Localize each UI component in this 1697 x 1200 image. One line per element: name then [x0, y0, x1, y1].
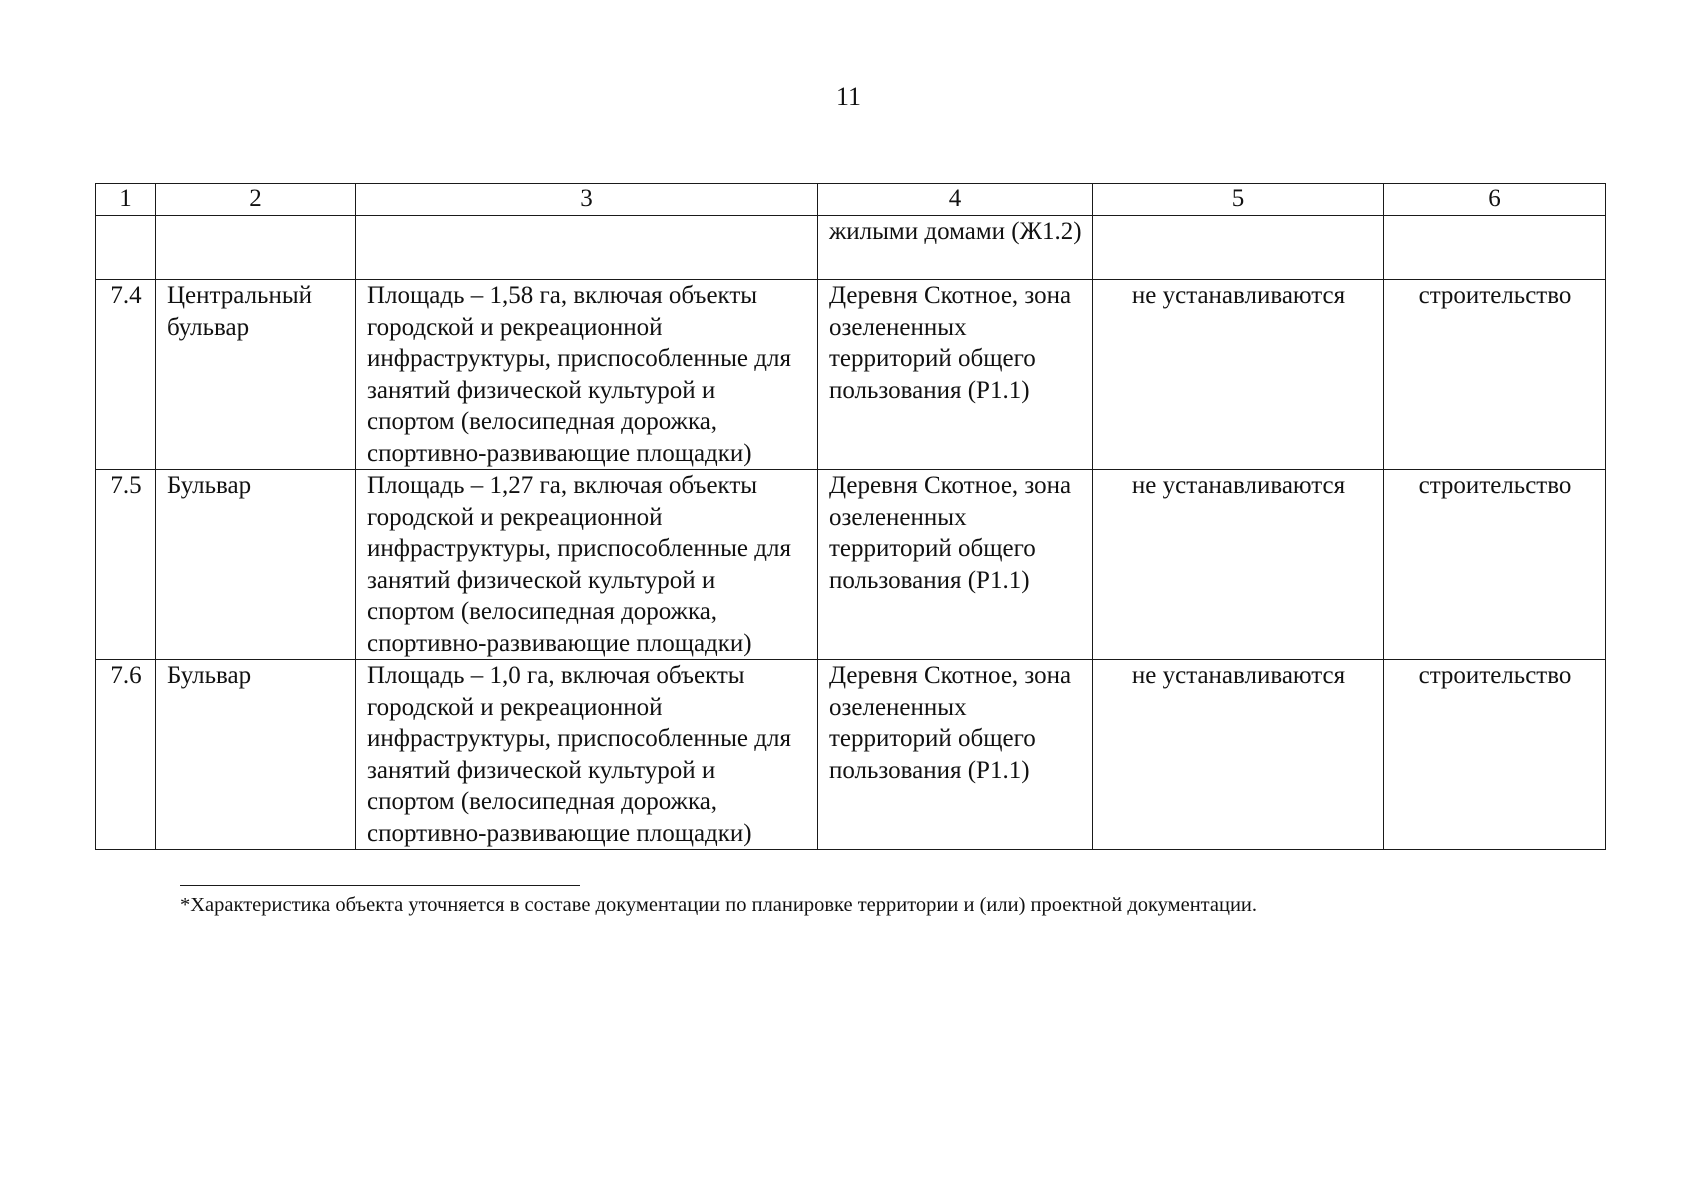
object-zones: не устанавливаются — [1093, 280, 1384, 470]
object-location: Деревня Скотное, зона озелененных территорий общего пользования (Р1.1) — [818, 660, 1093, 850]
object-zones: не устанавливаются — [1093, 660, 1384, 850]
object-location: Деревня Скотное, зона озелененных территорий общего пользования (Р1.1) — [818, 280, 1093, 470]
footnote-separator — [180, 885, 580, 886]
object-characteristics: Площадь – 1,58 га, включая объекты городской и рекреационной инфраструктуры, приспособленные для занятий физической культурой и спортом (велосипедная дорожка, спортивно-развивающие площадки) — [356, 280, 818, 470]
object-number: 7.6 — [96, 660, 156, 850]
table-row — [96, 470, 1606, 660]
page-number: 11 — [835, 82, 862, 111]
object-zones: не устанавливаются — [1093, 470, 1384, 660]
object-number: 7.5 — [96, 470, 156, 660]
table-row — [96, 280, 1606, 470]
object-name: Бульвар — [156, 470, 356, 660]
continuation-cell-location: жилыми домами (Ж1.2) — [818, 216, 1093, 280]
object-name: Бульвар — [156, 660, 356, 850]
object-name: Центральный бульвар — [156, 280, 356, 470]
column-header-2: 2 — [156, 184, 356, 216]
continuation-cell-zones — [1093, 216, 1384, 280]
footnote: *Характеристика объекта уточняется в составе документации по планировке территории и (или) проектной документации. — [180, 894, 1258, 916]
object-location: Деревня Скотное, зона озелененных территорий общего пользования (Р1.1) — [818, 470, 1093, 660]
object-event: строительство — [1384, 660, 1606, 850]
header-row — [96, 184, 1606, 216]
objects-table — [95, 183, 1606, 850]
continuation-cell-event — [1384, 216, 1606, 280]
object-characteristics: Площадь – 1,27 га, включая объекты городской и рекреационной инфраструктуры, приспособленные для занятий физической культурой и спортом (велосипедная дорожка, спортивно-развивающие площадки) — [356, 470, 818, 660]
continuation-cell-name — [156, 216, 356, 280]
continuation-row — [96, 216, 1606, 280]
object-number: 7.4 — [96, 280, 156, 470]
object-event: строительство — [1384, 280, 1606, 470]
table-row — [96, 660, 1606, 850]
continuation-cell-num — [96, 216, 156, 280]
table-header — [96, 184, 1606, 216]
column-header-5: 5 — [1093, 184, 1384, 216]
column-header-1: 1 — [96, 184, 156, 216]
object-characteristics: Площадь – 1,0 га, включая объекты городской и рекреационной инфраструктуры, приспособленные для занятий физической культурой и спортом (велосипедная дорожка, спортивно-развивающие площадки) — [356, 660, 818, 850]
table-body — [96, 216, 1606, 850]
column-header-4: 4 — [818, 184, 1093, 216]
object-event: строительство — [1384, 470, 1606, 660]
continuation-cell-characteristics — [356, 216, 818, 280]
column-header-6: 6 — [1384, 184, 1606, 216]
column-header-3: 3 — [356, 184, 818, 216]
